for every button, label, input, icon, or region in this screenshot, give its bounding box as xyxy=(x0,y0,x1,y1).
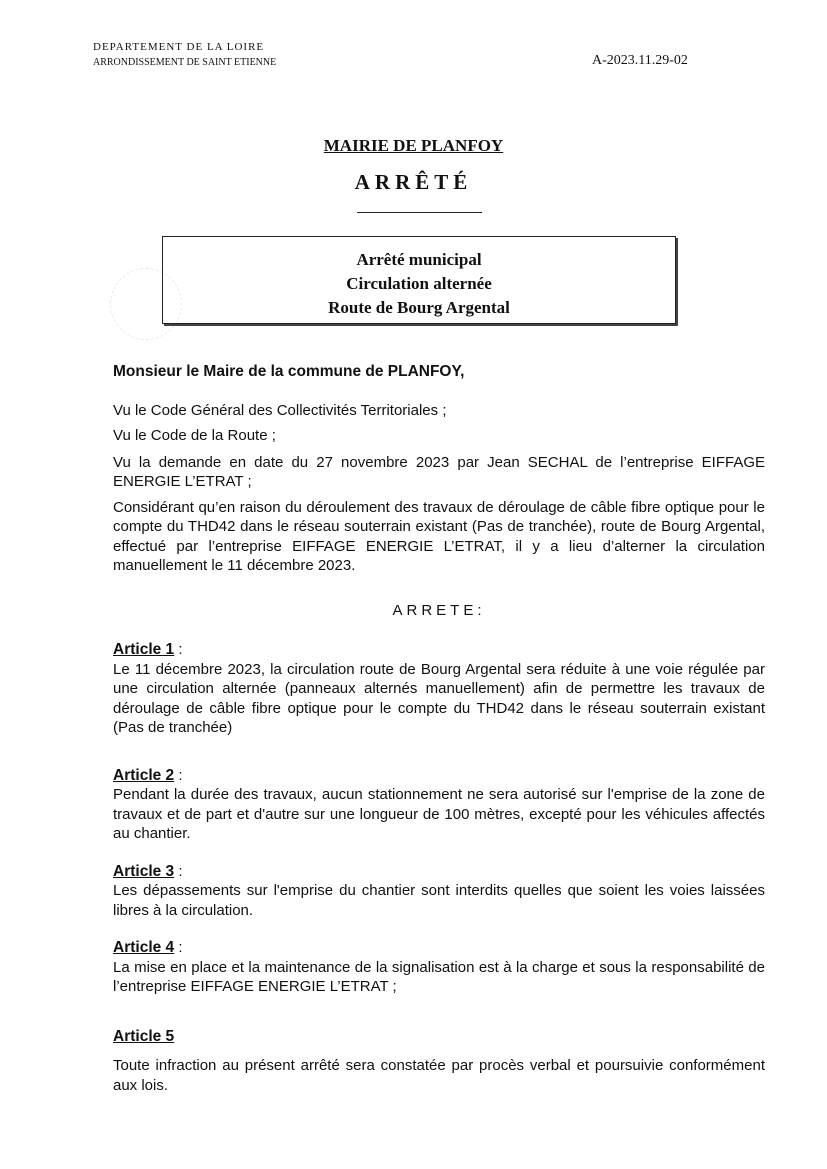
article-4-heading xyxy=(113,938,765,958)
arrete-title: ARRÊTÉ xyxy=(354,170,473,194)
subject-line-1: Arrêté municipal xyxy=(356,250,482,269)
article-2-heading xyxy=(113,766,765,786)
arrete-heading-colon: : xyxy=(477,601,486,619)
mairie-name: MAIRIE DE PLANFOY xyxy=(323,136,504,155)
department-name: DEPARTEMENT DE LA LOIRE xyxy=(93,41,265,53)
article-2-text: Pendant la durée des travaux, aucun stationnement ne sera autorisé sur l'emprise de la zone de travaux et de part et d'autre sur une longueur de 100 mètres, excepté pour les véhicules affectés au chantier. xyxy=(113,786,765,842)
arrete-heading-word: ARRETE xyxy=(392,601,478,619)
subject-line-2: Circulation alternée xyxy=(346,274,492,293)
article-4-title: Article 4 xyxy=(113,939,175,956)
article-4-suffix: : xyxy=(174,939,183,956)
arrondissement-name: ARRONDISSEMENT DE SAINT ETIENNE xyxy=(93,57,277,68)
article-1-suffix: : xyxy=(174,641,183,658)
vu-cgct: Vu le Code Général des Collectivités Territoriales ; xyxy=(113,401,447,419)
article-1-heading xyxy=(113,640,765,660)
article-3-title: Article 3 xyxy=(113,862,175,880)
subject-box xyxy=(162,236,676,324)
maire-statement: Monsieur le Maire de la commune de PLANFOY, xyxy=(113,363,465,380)
article-1-text: Le 11 décembre 2023, la circulation route de Bourg Argental sera réduite à une voie régulée par une circulation alternée (panneaux alternés manuellement) afin de permettre les travaux de déroulage de câble fibre optique pour le compte du THD42 dans le réseau souterrain existant (Pas de tranchée) xyxy=(113,660,765,736)
document-body xyxy=(113,362,765,1095)
article-3-heading xyxy=(113,862,765,882)
vu-code-route: Vu le Code de la Route ; xyxy=(113,427,276,444)
article-5-heading xyxy=(113,1027,765,1047)
mairie-title xyxy=(0,136,827,156)
reference-number: A-2023.11.29-02 xyxy=(592,53,688,68)
article-2-title: Article 2 xyxy=(113,766,175,784)
article-5-title: Article 5 xyxy=(113,1027,175,1045)
article-5-text: Toute infraction au présent arrêté sera constatée par procès verbal et poursuivie conformément aux lois. xyxy=(113,1057,765,1094)
article-4-text: La mise en place et la maintenance de la signalisation est à la charge et sous la responsabilité de l’entreprise EIFFAGE ENERGIE L’ETRAT ; xyxy=(113,958,765,995)
article-1-title: Article 1 xyxy=(113,641,175,658)
article-2-suffix: : xyxy=(174,766,183,784)
considerant: Considérant qu’en raison du déroulement des travaux de déroulage de câble fibre optique pour le compte du THD42 dans le réseau souterrain existant (Pas de tranchée), route de Bourg Argental, effectué par l’entreprise EIFFAGE ENERGIE L’ETRAT, il y a lieu d’alterner la circulation manuellement le 11 décembre 2023. xyxy=(113,498,765,574)
subject-line-3: Route de Bourg Argental xyxy=(328,298,510,317)
department-header xyxy=(93,40,276,70)
title-divider xyxy=(357,212,482,213)
arrete-heading xyxy=(113,601,765,621)
article-3-text: Les dépassements sur l'emprise du chantier sont interdits quelles que soient les voies laissées libres à la circulation. xyxy=(113,882,765,919)
article-3-suffix: : xyxy=(174,862,183,880)
vu-demande: Vu la demande en date du 27 novembre 2023 par Jean SECHAL de l’entreprise EIFFAGE ENERGIE L’ETRAT ; xyxy=(113,453,765,490)
